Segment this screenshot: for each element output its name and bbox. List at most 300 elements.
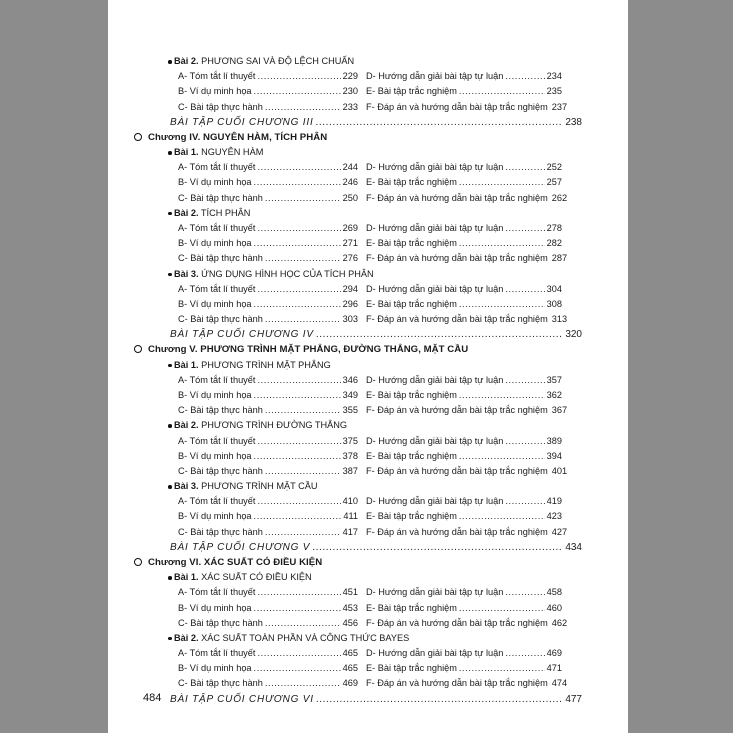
dot-leader: [505, 69, 544, 84]
chapter-review-row: [108, 327, 628, 342]
entry-label: E- Bài tập trắc nghiệm: [366, 511, 457, 522]
entry-page-number: 389: [546, 435, 562, 446]
entry-label: E- Bài tập trắc nghiệm: [366, 177, 457, 188]
chapter-review: [170, 327, 582, 342]
review-label: BÀI TẬP CUỐI CHƯƠNG III: [170, 116, 314, 128]
entry-row: [108, 236, 628, 251]
chapter-heading: [108, 555, 628, 570]
lesson-heading: [108, 570, 628, 585]
entry-label: D- Hướng dẫn giải bài tập tự luận: [366, 71, 504, 82]
toc-entry: [366, 494, 562, 509]
lesson-heading: [108, 54, 628, 69]
entry-row: [108, 160, 628, 175]
chapter-title: Chương VI. XÁC SUẤT CÓ ĐIỀU KIỆN: [148, 556, 323, 568]
entry-label: E- Bài tập trắc nghiệm: [366, 663, 457, 674]
toc-entry: [366, 69, 562, 84]
bullet-dot-icon: [168, 364, 172, 368]
lesson-number: Bài 2.: [174, 632, 199, 643]
entry-label: A- Tóm tắt lí thuyết: [178, 283, 256, 294]
entry-label: B- Ví dụ minh họa: [178, 390, 252, 400]
toc-entry: [178, 221, 358, 236]
toc-entry: [178, 403, 358, 418]
toc-entry: [178, 494, 358, 509]
entry-label: E- Bài tập trắc nghiệm: [366, 86, 457, 97]
bullet-dot-icon: [168, 151, 172, 155]
entry-page-number: 451: [342, 587, 358, 598]
bullet-dot-icon: [168, 576, 172, 580]
entry-label: F- Đáp án và hướng dẫn bài tập trắc nghiệm: [366, 617, 548, 628]
lesson-title: Bài 2. PHƯƠNG SAI VÀ ĐỘ LỆCH CHUẨN: [174, 56, 355, 66]
lesson-title: Bài 3. ỨNG DỤNG HÌNH HỌC CỦA TÍCH PHÂN: [174, 268, 374, 279]
lesson-number: Bài 3.: [174, 481, 199, 491]
dot-leader: [257, 282, 340, 297]
entry-label: D- Hướng dẫn giải bài tập tự luận: [366, 283, 504, 294]
entry-label: D- Hướng dẫn giải bài tập tự luận: [366, 496, 504, 507]
toc-entry: [178, 69, 358, 84]
entry-label: D- Hướng dẫn giải bài tập tự luận: [366, 435, 504, 446]
entry-label: C- Bài tập thực hành: [178, 192, 263, 203]
entry-page-number: 294: [342, 283, 358, 294]
entry-row: [108, 251, 628, 266]
toc-entry: [366, 160, 562, 175]
entry-page-number: 411: [343, 511, 358, 522]
entry-row: [108, 175, 628, 190]
toc-entry: [178, 616, 358, 631]
toc-entry: [178, 236, 358, 251]
entry-row: [108, 100, 628, 115]
toc-entry: [366, 251, 568, 266]
lesson-number: Bài 3.: [174, 268, 199, 279]
entry-label: B- Ví dụ minh họa: [178, 298, 252, 309]
entry-label: F- Đáp án và hướng dẫn bài tập trắc nghiệm: [366, 678, 548, 689]
entry-label: A- Tóm tắt lí thuyết: [178, 435, 256, 446]
dot-leader: [505, 646, 544, 661]
chapter-review: [170, 540, 582, 555]
entry-page-number: 234: [546, 71, 562, 82]
entry-label: A- Tóm tắt lí thuyết: [178, 587, 256, 598]
entry-label: C- Bài tập thực hành: [178, 101, 263, 112]
toc-entry: [178, 585, 358, 600]
entry-label: C- Bài tập thực hành: [178, 465, 263, 476]
toc-entry: [178, 160, 358, 175]
entry-label: E- Bài tập trắc nghiệm: [366, 450, 457, 461]
entry-row: [108, 221, 628, 236]
entry-label: B- Ví dụ minh họa: [178, 602, 252, 613]
toc-entry: [178, 175, 358, 190]
document-page: [108, 0, 628, 733]
toc-entry: [178, 251, 358, 266]
entry-row: [108, 494, 628, 509]
chapter-review-row: [108, 115, 628, 130]
dot-leader: [265, 525, 341, 540]
entry-row: [108, 191, 628, 206]
toc-entry: [366, 509, 562, 524]
entry-page-number: 230: [342, 86, 358, 97]
dot-leader: [459, 601, 545, 616]
dot-leader: [505, 160, 544, 175]
entry-label: C- Bài tập thực hành: [178, 678, 263, 689]
entry-page-number: 367: [551, 405, 568, 416]
entry-page-number: 303: [342, 314, 358, 325]
circle-bullet-icon: [134, 133, 142, 141]
entry-page-number: 462: [551, 617, 568, 628]
dot-leader: [459, 449, 545, 464]
entry-page-number: 246: [342, 177, 358, 188]
entry-page-number: 276: [342, 253, 358, 264]
entry-label: F- Đáp án và hướng dẫn bài tập trắc nghiệm: [366, 526, 548, 537]
entry-row: [108, 616, 628, 631]
entry-row: [108, 373, 628, 388]
entry-page-number: 250: [342, 192, 358, 203]
dot-leader: [505, 282, 544, 297]
entry-label: A- Tóm tắt lí thuyết: [178, 648, 256, 658]
toc-entry: [178, 388, 358, 403]
circle-bullet-icon: [134, 558, 142, 566]
entry-label: D- Hướng dẫn giải bài tập tự luận: [366, 223, 504, 233]
dot-leader: [257, 69, 340, 84]
lesson-number: Bài 1.: [174, 572, 199, 583]
lesson-heading: [108, 358, 628, 373]
bullet-dot-icon: [168, 485, 172, 489]
entry-page-number: 278: [546, 223, 562, 233]
entry-label: A- Tóm tắt lí thuyết: [178, 71, 256, 82]
lesson-title: Bài 2. XÁC SUẤT TOÀN PHẦN VÀ CÔNG THỨC BAYES: [174, 632, 410, 643]
lesson-number: Bài 2.: [174, 56, 199, 66]
lesson-title: Bài 3. PHƯƠNG TRÌNH MẶT CẦU: [174, 481, 318, 491]
entry-page-number: 257: [546, 177, 562, 188]
toc-entry: [366, 464, 568, 479]
entry-row: [108, 676, 628, 691]
dot-leader: [254, 449, 341, 464]
lesson-title: Bài 1. NGUYÊN HÀM: [174, 147, 264, 158]
entry-page-number: 456: [342, 617, 358, 628]
dot-leader: [316, 115, 564, 130]
toc-entry: [366, 282, 562, 297]
entry-label: C- Bài tập thực hành: [178, 526, 263, 537]
entry-row: [108, 646, 628, 661]
lesson-number: Bài 1.: [174, 147, 199, 158]
entry-page-number: 252: [546, 162, 562, 173]
dot-leader: [254, 236, 341, 251]
entry-label: D- Hướng dẫn giải bài tập tự luận: [366, 374, 504, 385]
entry-row: [108, 297, 628, 312]
review-page-number: 477: [565, 693, 582, 705]
review-label: BÀI TẬP CUỐI CHƯƠNG VI: [170, 693, 314, 705]
dot-leader: [459, 236, 545, 251]
dot-leader: [254, 175, 341, 190]
toc-entry: [366, 525, 568, 540]
entry-page-number: 282: [546, 238, 562, 249]
lesson-number: Bài 1.: [174, 359, 199, 370]
entry-row: [108, 69, 628, 84]
dot-leader: [254, 388, 341, 403]
entry-label: F- Đáp án và hướng dẫn bài tập trắc nghiệm: [366, 192, 548, 203]
review-label: BÀI TẬP CUỐI CHƯƠNG IV: [170, 329, 314, 341]
entry-label: C- Bài tập thực hành: [178, 253, 263, 264]
entry-page-number: 419: [546, 496, 562, 507]
dot-leader: [312, 540, 563, 555]
dot-leader: [265, 100, 341, 115]
dot-leader: [257, 585, 340, 600]
dot-leader: [265, 676, 341, 691]
entry-label: E- Bài tập trắc nghiệm: [366, 390, 457, 400]
chapter-title: Chương V. PHƯƠNG TRÌNH MẶT PHẲNG, ĐƯỜNG THẲNG, MẶT CẦU: [148, 344, 469, 356]
dot-leader: [254, 84, 341, 99]
dot-leader: [505, 434, 544, 449]
toc-entry: [366, 84, 562, 99]
toc-entry: [178, 525, 358, 540]
dot-leader: [505, 221, 544, 236]
entry-page-number: 410: [342, 496, 358, 507]
entry-row: [108, 449, 628, 464]
lesson-heading: [108, 479, 628, 494]
dot-leader: [265, 403, 341, 418]
toc-entry: [178, 449, 358, 464]
entry-page-number: 427: [551, 526, 568, 537]
entry-label: F- Đáp án và hướng dẫn bài tập trắc nghiệm: [366, 405, 548, 416]
entry-page-number: 355: [342, 405, 358, 416]
dot-leader: [257, 221, 340, 236]
toc-entry: [178, 661, 358, 676]
entry-page-number: 394: [546, 450, 562, 461]
toc-entry: [366, 676, 568, 691]
entry-label: E- Bài tập trắc nghiệm: [366, 298, 457, 309]
toc-entry: [178, 312, 358, 327]
chapter-review-row: [108, 692, 628, 707]
entry-page-number: 401: [551, 465, 568, 476]
entry-page-number: 304: [546, 283, 562, 294]
entry-label: A- Tóm tắt lí thuyết: [178, 162, 256, 173]
entry-page-number: 308: [546, 298, 562, 309]
lesson-title: Bài 2. PHƯƠNG TRÌNH ĐƯỜNG THẲNG: [174, 420, 348, 431]
entry-label: F- Đáp án và hướng dẫn bài tập trắc nghiệm: [366, 465, 548, 476]
page-number: 484: [143, 692, 162, 704]
dot-leader: [265, 616, 341, 631]
toc-entry: [366, 434, 562, 449]
lesson-heading: [108, 418, 628, 433]
review-page-number: 434: [565, 541, 582, 553]
toc-entry: [366, 449, 562, 464]
entry-page-number: 460: [546, 602, 562, 613]
dot-leader: [265, 251, 341, 266]
lesson-number: Bài 2.: [174, 207, 199, 218]
entry-label: B- Ví dụ minh họa: [178, 86, 252, 97]
bullet-dot-icon: [168, 60, 172, 64]
entry-label: D- Hướng dẫn giải bài tập tự luận: [366, 162, 504, 173]
toc-entry: [178, 191, 358, 206]
bullet-dot-icon: [168, 424, 172, 428]
toc-entry: [178, 646, 358, 661]
toc-entry: [178, 434, 358, 449]
entry-label: A- Tóm tắt lí thuyết: [178, 223, 256, 233]
entry-row: [108, 388, 628, 403]
entry-page-number: 375: [342, 435, 358, 446]
entry-row: [108, 434, 628, 449]
chapter-review: [170, 115, 582, 130]
toc-entry: [366, 661, 562, 676]
entry-label: C- Bài tập thực hành: [178, 405, 263, 416]
entry-page-number: 244: [342, 162, 358, 173]
lesson-heading: [108, 145, 628, 160]
entry-page-number: 271: [342, 238, 358, 249]
toc-entry: [178, 84, 358, 99]
toc-entry: [366, 297, 562, 312]
dot-leader: [265, 191, 341, 206]
toc-entry: [366, 221, 562, 236]
entry-label: E- Bài tập trắc nghiệm: [366, 238, 457, 249]
toc-entry: [366, 388, 562, 403]
review-label: BÀI TẬP CUỐI CHƯƠNG V: [170, 541, 311, 553]
toc-entry: [366, 175, 562, 190]
dot-leader: [505, 373, 544, 388]
bullet-dot-icon: [168, 212, 172, 216]
dot-leader: [265, 464, 341, 479]
entry-row: [108, 661, 628, 676]
dot-leader: [257, 434, 340, 449]
entry-row: [108, 509, 628, 524]
entry-page-number: 465: [342, 663, 358, 674]
dot-leader: [265, 312, 341, 327]
entry-page-number: 378: [342, 450, 358, 461]
chapter-review-row: [108, 540, 628, 555]
entry-row: [108, 282, 628, 297]
entry-page-number: 269: [342, 223, 358, 233]
lesson-heading: [108, 631, 628, 646]
left-margin-bar: [0, 0, 108, 733]
chapter-review: [170, 692, 582, 707]
entry-label: B- Ví dụ minh họa: [178, 177, 252, 188]
circle-bullet-icon: [134, 345, 142, 353]
entry-page-number: 235: [546, 86, 562, 97]
dot-leader: [505, 494, 544, 509]
toc-entry: [178, 297, 358, 312]
toc-entry: [178, 509, 358, 524]
dot-leader: [257, 494, 340, 509]
entry-page-number: 469: [546, 648, 562, 658]
entry-label: F- Đáp án và hướng dẫn bài tập trắc nghiệm: [366, 253, 548, 264]
entry-page-number: 313: [551, 314, 568, 325]
entry-label: F- Đáp án và hướng dẫn bài tập trắc nghiệm: [366, 314, 548, 325]
entry-row: [108, 312, 628, 327]
entry-page-number: 346: [342, 374, 358, 385]
dot-leader: [459, 661, 545, 676]
entry-row: [108, 464, 628, 479]
dot-leader: [459, 297, 545, 312]
entry-label: B- Ví dụ minh họa: [178, 238, 252, 249]
toc-entry: [366, 601, 562, 616]
entry-label: E- Bài tập trắc nghiệm: [366, 602, 457, 613]
entry-label: C- Bài tập thực hành: [178, 617, 263, 628]
toc-entry: [178, 676, 358, 691]
entry-label: B- Ví dụ minh họa: [178, 511, 252, 522]
lesson-number: Bài 2.: [174, 420, 199, 431]
lesson-title: Bài 1. PHƯƠNG TRÌNH MẶT PHẲNG: [174, 359, 331, 370]
entry-page-number: 453: [342, 602, 358, 613]
entry-page-number: 471: [546, 663, 562, 674]
entry-label: B- Ví dụ minh họa: [178, 450, 252, 461]
lesson-heading: [108, 206, 628, 221]
bullet-dot-icon: [168, 637, 172, 641]
entry-page-number: 229: [342, 71, 358, 82]
lesson-heading: [108, 267, 628, 282]
toc-entry: [178, 373, 358, 388]
dot-leader: [257, 646, 340, 661]
dot-leader: [316, 692, 563, 707]
review-page-number: 238: [565, 116, 582, 128]
toc-entry: [366, 312, 568, 327]
entry-page-number: 362: [546, 390, 562, 400]
toc-entry: [366, 616, 568, 631]
dot-leader: [254, 297, 341, 312]
entry-page-number: 458: [546, 587, 562, 598]
entry-page-number: 349: [342, 390, 358, 400]
lesson-title: Bài 2. TÍCH PHÂN: [174, 207, 251, 218]
entry-row: [108, 525, 628, 540]
toc-entry: [178, 601, 358, 616]
toc-entry: [366, 191, 568, 206]
dot-leader: [254, 661, 341, 676]
dot-leader: [459, 84, 545, 99]
toc-entry: [178, 282, 358, 297]
toc-entry: [366, 236, 562, 251]
chapter-heading: [108, 342, 628, 357]
entry-page-number: 423: [546, 511, 562, 522]
toc-entry: [366, 646, 562, 661]
dot-leader: [505, 585, 544, 600]
dot-leader: [254, 509, 342, 524]
toc-entry: [366, 373, 562, 388]
dot-leader: [316, 327, 563, 342]
entry-row: [108, 84, 628, 99]
lesson-title: Bài 1. XÁC SUẤT CÓ ĐIỀU KIỆN: [174, 572, 312, 583]
entry-page-number: 469: [342, 678, 358, 689]
entry-label: D- Hướng dẫn giải bài tập tự luận: [366, 587, 504, 598]
entry-label: F- Đáp án và hướng dẫn bài tập trắc nghiệm: [366, 101, 548, 112]
entry-page-number: 417: [342, 526, 358, 537]
entry-page-number: 233: [342, 101, 358, 112]
entry-page-number: 262: [551, 192, 568, 203]
entry-row: [108, 601, 628, 616]
chapter-title: Chương IV. NGUYÊN HÀM, TÍCH PHÂN: [148, 131, 328, 143]
entry-label: C- Bài tập thực hành: [178, 314, 263, 325]
toc-entry: [366, 585, 562, 600]
entry-label: D- Hướng dẫn giải bài tập tự luận: [366, 648, 504, 658]
entry-page-number: 465: [342, 648, 358, 658]
chapter-heading: [108, 130, 628, 145]
entry-page-number: 474: [551, 678, 568, 689]
entry-page-number: 387: [342, 465, 358, 476]
toc-entry: [366, 100, 568, 115]
entry-page-number: 357: [546, 374, 562, 385]
entry-page-number: 287: [551, 253, 568, 264]
dot-leader: [254, 601, 341, 616]
dot-leader: [257, 160, 340, 175]
entry-label: A- Tóm tắt lí thuyết: [178, 496, 256, 507]
entry-label: A- Tóm tắt lí thuyết: [178, 374, 256, 385]
entry-row: [108, 585, 628, 600]
toc-entry: [178, 100, 358, 115]
dot-leader: [459, 388, 545, 403]
entry-label: B- Ví dụ minh họa: [178, 663, 252, 674]
toc-entry: [366, 403, 568, 418]
bullet-dot-icon: [168, 273, 172, 277]
dot-leader: [257, 373, 340, 388]
entry-page-number: 296: [342, 298, 358, 309]
review-page-number: 320: [565, 329, 582, 341]
dot-leader: [459, 509, 545, 524]
entry-row: [108, 403, 628, 418]
entry-page-number: 237: [551, 101, 568, 112]
